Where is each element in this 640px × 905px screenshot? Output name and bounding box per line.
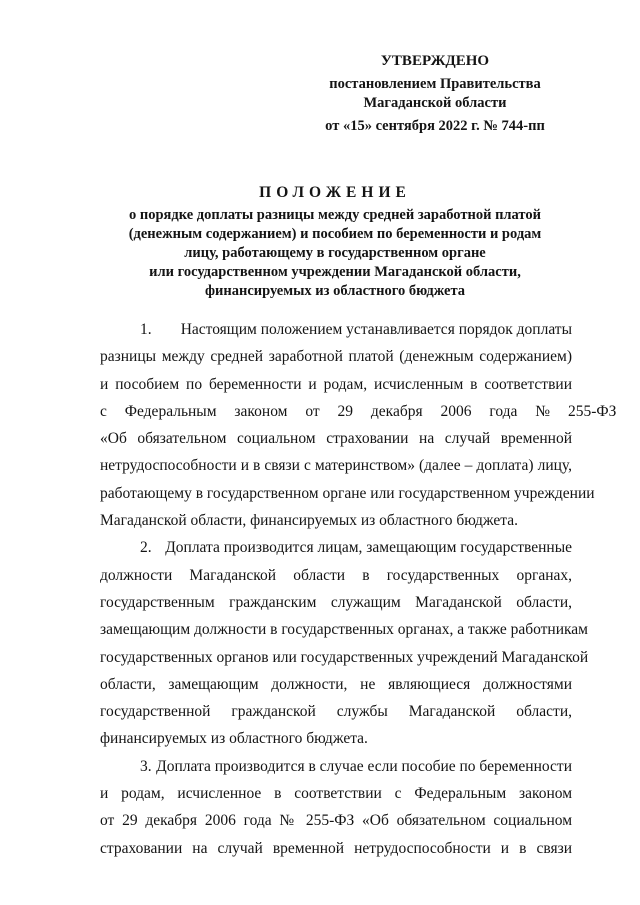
approval-stamp — [300, 52, 570, 136]
text-line: «Об обязательном социальном страховании на случай временной — [100, 430, 572, 448]
text-line: и родам, исчисленное в соответствии с Федеральным законом — [100, 785, 572, 803]
text-line: государственных органов или государственных учреждений Магаданской — [100, 648, 589, 666]
paragraph-3 — [100, 753, 572, 862]
text-line: и пособием по беременности и родам, исчисленным в соответствии — [100, 375, 572, 393]
text-line: Магаданской области, финансируемых из областного бюджета. — [100, 512, 518, 530]
subtitle-line: (денежным содержанием) и пособием по беременности и родам — [128, 226, 542, 242]
text-line: Доплата производится в случае если пособие по беременности — [156, 757, 572, 775]
paragraph-number: 3. — [140, 757, 152, 775]
text-line: финансируемых из областного бюджета. — [100, 730, 368, 748]
text-line: Настоящим положением устанавливается порядок доплаты — [180, 321, 572, 338]
subtitle-line: или государственном учреждении Магаданской области, — [149, 264, 521, 280]
approval-heading: УТВЕРЖДЕНО — [380, 53, 490, 69]
document-body — [100, 316, 617, 862]
document-subtitle — [100, 206, 570, 301]
approval-line: Магаданской области — [363, 95, 507, 111]
text-line: Доплата производится лицам, замещающим государственные — [165, 539, 572, 557]
approval-line: от «15» сентября 2022 г. № 744-пп — [325, 118, 545, 134]
text-line: замещающим должности в государственных органах, а также работникам — [100, 621, 588, 639]
approval-line: постановлением Правительства — [329, 76, 541, 92]
text-line: должности Магаданской области в государственных органах, — [100, 566, 572, 584]
paragraph-first-line — [100, 534, 572, 561]
text-line: страховании на случай временной нетрудоспособности и в связи — [100, 839, 572, 857]
subtitle-line: лицу, работающему в государственном органе — [184, 245, 486, 261]
text-line: государственной гражданской службы Магаданской области, — [100, 703, 572, 721]
text-line: с Федеральным законом от 29 декабря 2006 года № 255-ФЗ — [100, 402, 617, 420]
text-line: области, замещающим должности, не являющиеся должностями — [100, 675, 572, 693]
paragraph-1 — [100, 316, 617, 534]
paragraph-first-line — [100, 316, 572, 343]
document-title: ПОЛОЖЕНИЕ — [259, 184, 411, 201]
paragraph-number: 1. — [140, 321, 152, 338]
subtitle-line: о порядке доплаты разницы между средней заработной платой — [129, 207, 541, 223]
paragraph-2 — [100, 534, 589, 752]
text-line: разницы между средней заработной платой (денежным содержанием) — [100, 348, 572, 366]
text-line: государственным гражданским служащим Магаданской области, — [100, 593, 572, 611]
text-line: работающему в государственном органе или государственном учреждении — [100, 484, 595, 502]
paragraph-number: 2. — [140, 539, 152, 557]
paragraph-first-line — [100, 753, 572, 780]
text-line: нетрудоспособности и в связи с материнством» (далее – доплата) лицу, — [100, 457, 572, 475]
subtitle-line: финансируемых из областного бюджета — [204, 283, 466, 299]
text-line: от 29 декабря 2006 года № 255-ФЗ «Об обязательном социальном — [100, 812, 572, 830]
